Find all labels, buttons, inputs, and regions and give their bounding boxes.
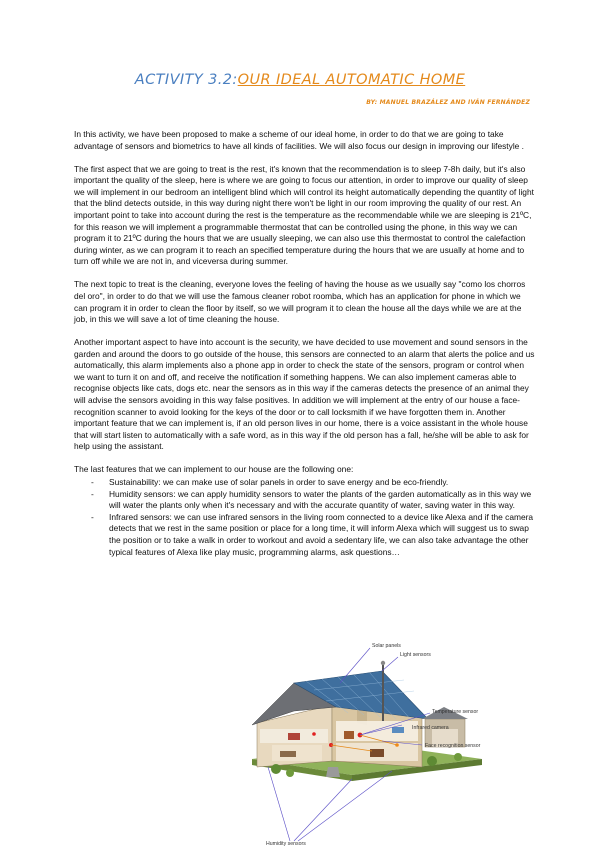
title-prefix: ACTIVITY 3.2: bbox=[134, 72, 238, 88]
house-illustration bbox=[252, 661, 482, 781]
paragraph-security: Another important aspect to have into account is the security, we have decided to use movement and sound sensors in the garden and around the doors to go outside of the house, this sensors are connected to an alarm that alerts the police and us automatically, this alarm implements also a phone app in order to check the state of the sensors, program or control when we want to turn it on and off, and receive the notification if something happens. We can also implement cameras able to recognise objects like cats, dogs etc. near the sensors as in this way if the cameras detects the presence of an animal they will advise the sensors avoiding in this way false positives. In addition we will implement at the entry of our house a face-recognition scanner to avoid looking for the keys of the door or to call locksmith if we have forgotten them in. Another important feature that we can implement is, if an old person lives in our home, there is a voice assistant in the whole house that will start listen to automatically with a safe word, as in this way if the old person has a fall, he/she will be able to ask for help using the assistant. bbox=[74, 337, 535, 452]
label-humidity-sensors: Humidity sensors bbox=[266, 841, 306, 847]
feature-item bbox=[74, 477, 536, 489]
label-solar-panels: Solar panels bbox=[372, 643, 401, 649]
document-title bbox=[0, 72, 600, 88]
feature-text: Sustainability: we can make use of solar panels in order to save energy and be eco-friendly. bbox=[109, 477, 449, 487]
list-bullet: - bbox=[91, 477, 94, 487]
author-line: BY: MANUEL BRAZÁLEZ AND IVÁN FERNÁNDEZ bbox=[366, 99, 530, 106]
feature-text: Infrared sensors: we can use infrared sensors in the living room connected to a device like Alexa and if the camera detects that we rest in the same position or place for a long time, it will inform Alexa which will suggest us to swap the position or to take a walk in order to workout and avoid a sedentary life, we can also take advantage the other typical features of Alexa like play music, programming alarms, ask questions… bbox=[109, 511, 534, 557]
title-highlight: OUR IDEAL AUTOMATIC HOME bbox=[237, 72, 466, 88]
paragraph-intro: In this activity, we have been proposed to make a scheme of our ideal home, in order to do that we are going to take advantage of sensors and biometrics to have all kinds of facilities. We will also focus our design in improving our lifestyle . bbox=[74, 129, 524, 151]
feature-text: Humidity sensors: we can apply humidity sensors to water the plants of the garden automatically as in this way we will water the plants only when it's necessary and with the accurate quantity of water, saving water in this way. bbox=[109, 488, 532, 511]
features-intro: The last features that we can implement to our house are the following one: bbox=[74, 464, 354, 475]
smart-home-diagram bbox=[232, 641, 532, 848]
paragraph-rest: The first aspect that we are going to treat is the rest, it's known that the recommendation is to sleep 7-8h daily, but it's also important the quality of the sleep, here is where we are going to focus our attention, in order to improve our quality of sleep we will implement in our bedroom an intelligent blind which will control its height automatically depending the quantity of light that the blind detects outside, in this way during night there won't be light in our room improving the quality of our rest. An important point to take into account during the rest is the temperature as the recommendable while we are sleeping is 21ºC, for this reason we will implement a programmable thermostat that can be controlled using the phone, in this way we can program it to 21ºC during the hours that we are usually sleeping, we can also use this thermostat to control the calefaction during winter, as we can program it to reach an specified temperature during the hours that we are usually at home and to turn off while we are not in, and viceversa during summer. bbox=[74, 163, 534, 267]
document-body bbox=[74, 129, 536, 558]
features-list bbox=[74, 477, 536, 558]
list-bullet: - bbox=[91, 488, 94, 499]
list-bullet: - bbox=[91, 511, 94, 522]
label-light-sensors: Light sensors bbox=[400, 652, 431, 658]
label-infrared-camera: Infrared camera bbox=[412, 725, 449, 731]
feature-item bbox=[74, 512, 536, 558]
paragraph-cleaning: The next topic to treat is the cleaning, everyone loves the feeling of having the house as we usually say "como los chorros del oro", in order to do that we will use the famous cleaner robot roomba, which has an application for phone in which we can program it in order to clean the floor by itself, so we will program it to clean the house all the days while we are at the job, in this we will save a lot of time cleaning the house. bbox=[74, 279, 526, 325]
label-temperature-sensor: Temperature sensor bbox=[432, 709, 479, 715]
label-face-recognition: Face recognition sensor bbox=[425, 743, 481, 749]
feature-item bbox=[74, 489, 536, 512]
